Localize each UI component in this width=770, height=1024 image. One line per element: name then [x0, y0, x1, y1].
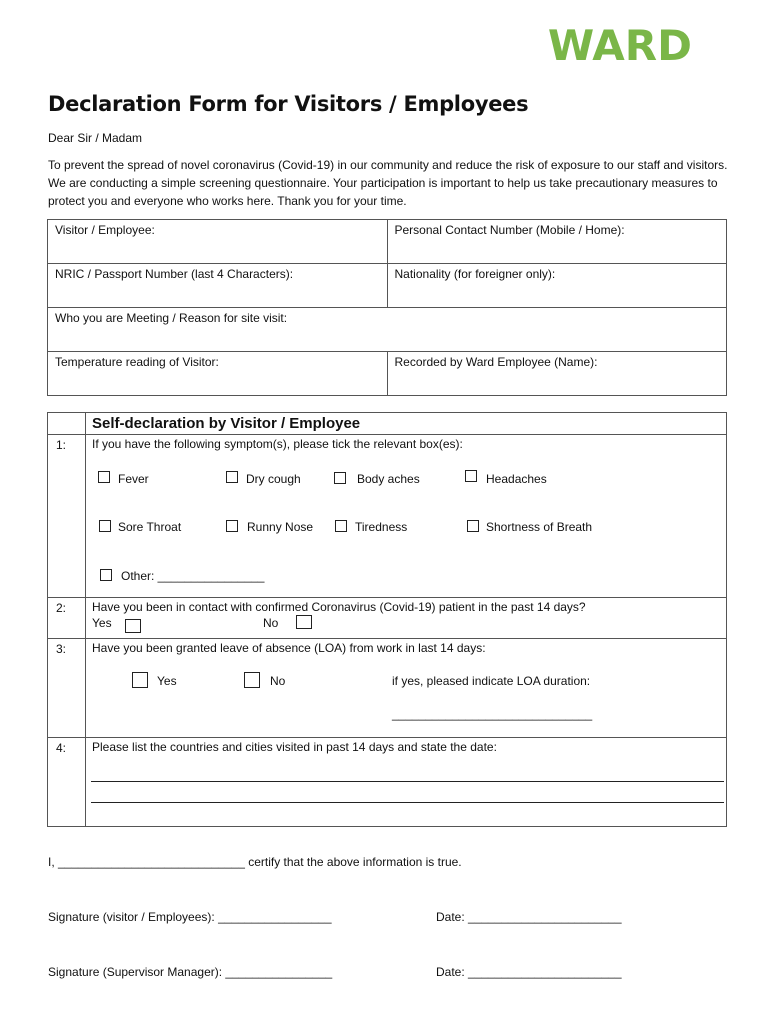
q4-question: Please list the countries and cities visited in past 14 days and state the date: [92, 740, 497, 754]
nric-label: NRIC / Passport Number (last 4 Characters): [55, 267, 294, 281]
temperature-field[interactable] [48, 352, 388, 396]
recorded-by-label: Recorded by Ward Employee (Name): [394, 355, 598, 369]
greeting: Dear Sir / Madam [48, 131, 143, 145]
temperature-label: Temperature reading of Visitor: [55, 355, 219, 369]
shortness-of-breath-checkbox[interactable] [467, 520, 479, 532]
visitor-signature-field[interactable]: Signature (visitor / Employees): _________________ [48, 910, 332, 924]
sore-throat-label: Sore Throat [118, 520, 182, 534]
contact-label: Personal Contact Number (Mobile / Home): [394, 223, 625, 237]
meeting-label: Who you are Meeting / Reason for site visit: [55, 311, 288, 325]
q2-question: Have you been in contact with confirmed Coronavirus (Covid-19) patient in the past 14 days? [92, 600, 586, 614]
self-declaration-heading: Self-declaration by Visitor / Employee [92, 415, 361, 432]
nationality-field[interactable] [387, 264, 727, 308]
q2-no-checkbox[interactable] [296, 615, 312, 629]
nric-field[interactable] [48, 264, 388, 308]
body-aches-label: Body aches [357, 472, 420, 486]
body-aches-checkbox[interactable] [334, 472, 346, 484]
q3-cell [86, 639, 727, 738]
contact-field[interactable] [387, 220, 727, 264]
runny-nose-checkbox[interactable] [226, 520, 238, 532]
heading-cell [86, 413, 727, 435]
tiredness-label: Tiredness [355, 520, 408, 534]
q2-number: 2: [48, 598, 86, 639]
visitor-date-field[interactable]: Date: _______________________ [436, 910, 622, 924]
loa-duration-label: if yes, pleased indicate LOA duration: [392, 674, 591, 688]
self-declaration-table [47, 412, 727, 827]
q4-answer-line-1[interactable] [91, 781, 724, 782]
q4-answer-line-2[interactable] [91, 802, 724, 803]
q3-yes-label: Yes [157, 674, 177, 688]
q3-question: Have you been granted leave of absence (LOA) from work in last 14 days: [92, 641, 486, 655]
nationality-label: Nationality (for foreigner only): [394, 267, 556, 281]
fever-checkbox[interactable] [98, 471, 110, 483]
ward-logo: WARD [547, 21, 692, 70]
headaches-checkbox[interactable] [465, 470, 477, 482]
q3-no-label: No [270, 674, 286, 688]
meeting-field[interactable] [48, 308, 727, 352]
supervisor-date-field[interactable]: Date: _______________________ [436, 965, 622, 979]
dry-cough-label: Dry cough [246, 472, 301, 486]
other-label[interactable]: Other: ________________ [121, 569, 265, 583]
q3-no-checkbox[interactable] [244, 672, 260, 688]
intro-paragraph: To prevent the spread of novel coronavirus (Covid-19) in our community and reduce the risk of exposure to our staff and visitors. We are conducting a simple screening questionnaire. Your participation is important to help us take precautionary measures to protect you and everyone who works here. Thank you for your time. [48, 158, 728, 208]
headaches-label: Headaches [486, 472, 547, 486]
q2-no-label: No [263, 616, 279, 630]
certify-statement[interactable]: I, ____________________________ certify that the above information is true. [48, 855, 462, 869]
runny-nose-label: Runny Nose [247, 520, 314, 534]
visitor-field[interactable] [48, 220, 388, 264]
fever-label: Fever [118, 472, 149, 486]
shortness-of-breath-label: Shortness of Breath [486, 520, 593, 534]
form-title: Declaration Form for Visitors / Employees [48, 92, 529, 116]
recorded-by-field[interactable] [387, 352, 727, 396]
q2-cell [86, 598, 727, 639]
tiredness-checkbox[interactable] [335, 520, 347, 532]
supervisor-signature-field[interactable]: Signature (Supervisor Manager): ________________ [48, 965, 333, 979]
q1-number: 1: [48, 435, 86, 598]
q4-cell [86, 738, 727, 827]
loa-duration-blank[interactable]: ______________________________ [392, 707, 593, 721]
sore-throat-checkbox[interactable] [99, 520, 111, 532]
other-checkbox[interactable] [100, 569, 112, 581]
q3-number: 3: [48, 639, 86, 738]
q2-yes-checkbox[interactable] [125, 619, 141, 633]
q2-yes-label: Yes [92, 616, 112, 630]
visitor-label: Visitor / Employee: [55, 223, 155, 237]
q1-question: If you have the following symptom(s), please tick the relevant box(es): [92, 437, 463, 451]
dry-cough-checkbox[interactable] [226, 471, 238, 483]
q4-number: 4: [48, 738, 86, 827]
q3-yes-checkbox[interactable] [132, 672, 148, 688]
heading-num-cell [48, 413, 86, 435]
q1-cell [86, 435, 727, 598]
visitor-info-table [47, 219, 727, 396]
